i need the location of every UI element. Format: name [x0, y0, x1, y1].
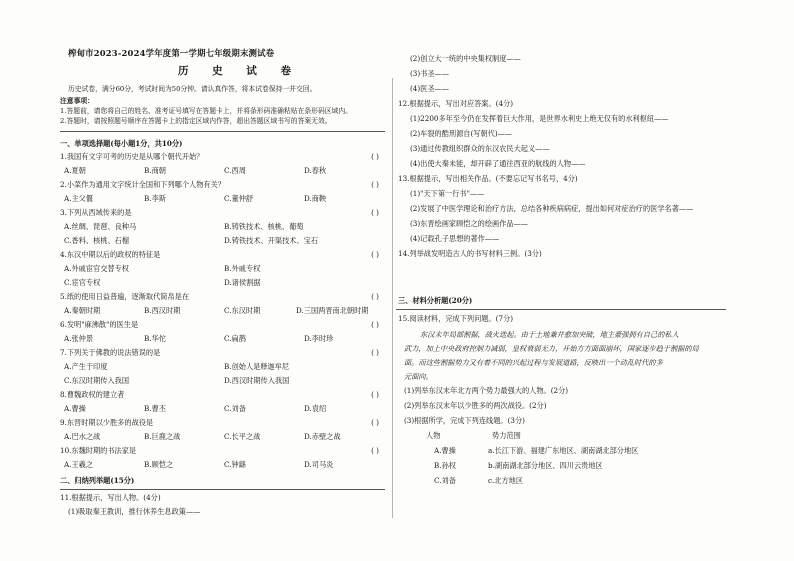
table-header-area: 势力范围 [492, 431, 521, 440]
answer-prompt: (4)医圣—— [410, 84, 449, 93]
answer-prompt: (2)发展了中医学理论和治疗方法，总结各种疾病病症，提出如何对症治疗的医学名著—— [410, 204, 694, 213]
option: B.巨鹿之战 [144, 432, 181, 441]
answer-prompt: (2)创立大一统的中央集权制度—— [410, 54, 521, 63]
option: D.袁绍 [304, 404, 327, 413]
option: C.扁鹊 [224, 334, 246, 343]
option: B.顾恺之 [144, 460, 174, 469]
match-person: B.孙权 [434, 461, 456, 470]
option: C.西周 [224, 166, 246, 175]
option: D.赤壁之战 [304, 432, 341, 441]
question-stem: 10.东魏时期的书法家是 ( ) [60, 446, 379, 455]
notice-item: 2.答题时，请按照题号顺序在答题卡上的指定区域内作答，超出答题区域书写的答案无效。 [60, 117, 332, 125]
question-stem: 5.纸的使用日益普遍，逐渐取代简帛是在 ( ) [60, 292, 379, 301]
table-header-person: 人物 [426, 431, 441, 440]
question-stem: 9.东晋时期以少胜多的战役是 ( ) [60, 418, 379, 427]
answer-prompt: (4)记载孔子思想的著作—— [410, 234, 500, 243]
section-heading: 一、单项选择题(每小题1分，共10分) [60, 139, 183, 148]
question-stem: 2.小菜作为通用文字统计全国和下列哪个人物有关？ ( ) [60, 180, 379, 189]
material-text: 东汉末年局部割据，战火迭起。由于土地兼并愈加突破，地主豪强拥有自己的私人 [420, 330, 679, 339]
option: D.铸铁技术、开渠技术、宝石 [224, 236, 319, 245]
divider-line [60, 489, 385, 490]
exam-intro: 历史试卷，满分60分，考试时间为50分钟。请认真作答，将本试卷保持一并交回。 [68, 85, 317, 93]
option: A.丝绸、琵琶、良种马 [64, 222, 137, 231]
option: A.产生于印度 [64, 362, 108, 371]
answer-prompt: (3)东晋绘画家顾恺之的绘画作品—— [410, 219, 528, 228]
option: A.张仲景 [64, 334, 94, 343]
divider-line [396, 309, 726, 310]
answer-prompt: (3)书圣—— [410, 69, 449, 78]
option: D.春秋 [304, 166, 327, 175]
divider-line [60, 131, 385, 132]
option: D.李时珍 [304, 334, 334, 343]
option: A.曹操 [64, 404, 86, 413]
match-person: A.曹操 [434, 446, 456, 455]
option: A.主父偃 [64, 194, 94, 203]
option: A.外戚宦官交替专权 [64, 264, 129, 273]
option: A.巴水之战 [64, 432, 101, 441]
option: C.东汉时期传入我国 [64, 376, 130, 385]
option: B.商朝 [144, 166, 166, 175]
option: A.秦朝时期 [64, 306, 101, 315]
option: B.曹丕 [144, 404, 166, 413]
option: B.华佗 [144, 334, 166, 343]
question-stem: 6.发明"麻沸散"的医生是 ( ) [60, 320, 379, 329]
match-area: c.北方地区 [488, 476, 524, 485]
left-column [60, 0, 390, 561]
option: C.长平之战 [224, 432, 261, 441]
option: A.王羲之 [64, 460, 94, 469]
option: D.诸侯割据 [224, 278, 261, 287]
option: C.钟繇 [224, 460, 246, 469]
option: D.三国两晋南北朝时期 [296, 306, 369, 315]
exam-title: 榨甸市2023-2024学年度第一学期七年级期末测试卷 [68, 48, 275, 58]
answer-prompt: (2)车裂的酷刑源自(写朝代)—— [410, 129, 513, 138]
option: B.创始人是释迦牟尼 [224, 362, 290, 371]
option: C.刘备 [224, 404, 246, 413]
option: B.李斯 [144, 194, 166, 203]
sub-question: (2)列举东汉末年以少胜多的两次战役。(2分) [404, 401, 547, 410]
answer-prompt: (4)出使大秦未能，却开辟了通往西亚的航线的人物—— [410, 159, 586, 168]
option: D.商鞅 [304, 194, 327, 203]
option: B.铸铁技术、核桃、葡萄 [224, 222, 304, 231]
question-stem: 3.下列从西域传来的是 ( ) [60, 208, 379, 217]
option: C.东汉时期 [224, 306, 261, 315]
question-stem: 4.东汉中期以后的政权的特征是 ( ) [60, 250, 379, 259]
question-stem: 15.阅读材料，完成下列问题。(7分) [398, 314, 514, 323]
option: C.董仲舒 [224, 194, 254, 203]
question-stem: 8.曹魏政权的建立者 ( ) [60, 390, 379, 399]
question-stem: 11.根据提示，写出人物。(4分) [60, 493, 161, 502]
answer-prompt: (1)"天下第一行书"—— [410, 189, 485, 198]
section-heading: 二、归纳列举题(15分) [60, 476, 135, 485]
match-area: b.湖南湖北部分地区、四川云贵地区 [488, 461, 603, 470]
answer-prompt: (1)吸取秦王教训，推行休养生息政策—— [68, 507, 201, 516]
match-area: a.长江下游、福建广东地区、湖南湖北部分地区 [488, 446, 639, 455]
option: C.香料、核桃、石榴 [64, 236, 130, 245]
option: B.外戚专权 [224, 264, 261, 273]
exam-subject: 历 史 试 卷 [178, 65, 301, 77]
right-column [396, 0, 736, 561]
material-text: 武力，加上中央政府控制力减弱，皇权衰弱无力，开始方方面面崩坏，国家逐步趋于割据的局 [404, 344, 699, 353]
question-stem: 14.列举战发明造古人的书写材料三例。(3分) [398, 249, 542, 258]
question-stem: 1.我国有文字可考的历史是从哪个朝代开始？ ( ) [60, 152, 379, 161]
notice-heading: 注意事项： [60, 97, 94, 105]
material-text: 元面向。 [404, 372, 433, 381]
sub-question: (1)列举东汉末年北方两个势力最强大的人物。(2分) [404, 386, 569, 395]
section-heading: 三、材料分析题(20分) [398, 296, 473, 305]
sub-question: (3)根据所学，完成下列连线题。(3分) [404, 416, 525, 425]
match-person: C.刘备 [434, 476, 456, 485]
question-stem: 7.下列关于佛教的说法错误的是 ( ) [60, 348, 379, 357]
question-stem: 12.根据提示，写出对应答案。(4分) [398, 99, 514, 108]
option: A.夏朝 [64, 166, 86, 175]
option: D.西汉时期传入我国 [224, 376, 290, 385]
notice-item: 1.答题前，请您将自己的姓名、准考证号填写在答题卡上，并将条形码准确粘贴在条形码区域内。 [60, 107, 352, 115]
material-text: 面。而这些割据势力又有着不同的兴起过程与发展道路，反映出一个动乱时代的多 [404, 358, 663, 367]
option: C.宦官专权 [64, 278, 101, 287]
option: D.司马炎 [304, 460, 334, 469]
column-divider [392, 78, 393, 518]
option: B.西汉时期 [144, 306, 181, 315]
answer-prompt: (1)2200多年至今仍在发挥着巨大作用，是世界水利史上绝无仅有的水利枢纽—— [410, 114, 669, 123]
answer-prompt: (3)通过传教组织群众的东汉农民大起义—— [410, 144, 550, 153]
question-stem: 13.根据提示，写出相关作品。(不要忘记写书名号，4分) [398, 174, 578, 183]
